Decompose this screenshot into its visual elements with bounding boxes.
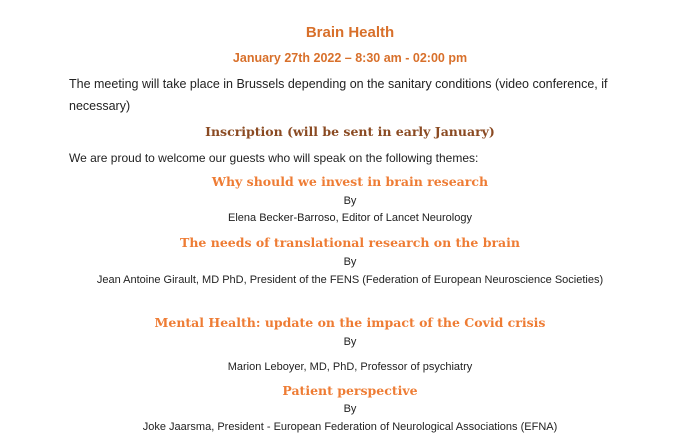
theme-title-1: Why should we invest in brain research bbox=[211, 174, 489, 189]
theme-speaker-1: Elena Becker-Barroso, Editor of Lancet Neurology bbox=[228, 212, 472, 224]
inscription-heading: Inscription (will be sent in early January) bbox=[205, 124, 495, 139]
theme-title-4: Patient perspective bbox=[282, 383, 418, 398]
document-title: Brain Health bbox=[305, 24, 395, 41]
event-date: January 27th 2022 – 8:30 am - 02:00 pm bbox=[232, 51, 468, 65]
theme-by-2: By bbox=[343, 256, 357, 268]
theme-title-2: The needs of translational research on the brain bbox=[180, 235, 520, 250]
theme-speaker-3: Marion Leboyer, MD, PhD, Professor of psychiatry bbox=[227, 361, 473, 373]
theme-by-1: By bbox=[343, 195, 357, 207]
theme-speaker-2: Jean Antoine Girault, MD PhD, President of the FENS (Federation of European Neuroscience Societies) bbox=[96, 274, 604, 286]
theme-by-3: By bbox=[343, 336, 357, 348]
theme-by-4: By bbox=[343, 403, 357, 415]
welcome-text: We are proud to welcome our guests who will speak on the following themes: bbox=[69, 151, 479, 165]
theme-title-3: Mental Health: update on the impact of the Covid crisis bbox=[154, 315, 546, 330]
theme-speaker-4: Joke Jaarsma, President - European Federation of Neurological Associations (EFNA) bbox=[142, 421, 558, 433]
meeting-note: The meeting will take place in Brussels depending on the sanitary conditions (video conference, if necessary) bbox=[69, 77, 608, 113]
